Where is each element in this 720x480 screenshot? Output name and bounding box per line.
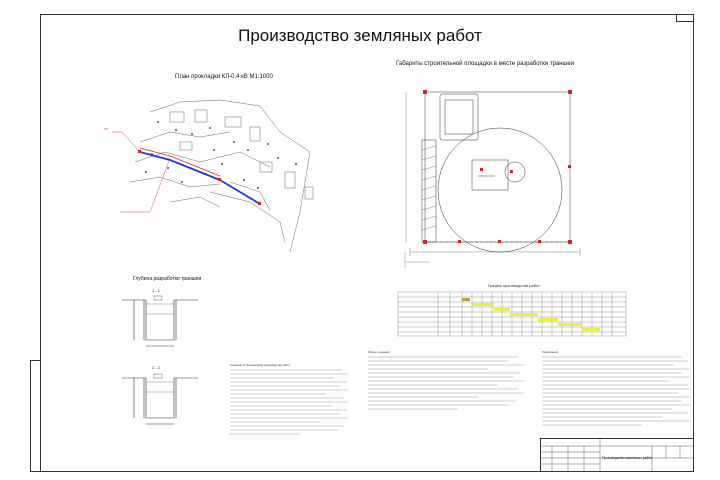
title-block-name: Производство земляных работ [602, 456, 653, 460]
drawing-title: Производство земляных работ [238, 26, 482, 45]
notes-remarks [542, 350, 692, 354]
trench-section-1 [120, 294, 200, 350]
trench-depth-title: Глубина разработки траншеи [133, 276, 202, 282]
site-plan [104, 92, 350, 272]
work-schedule-table [398, 292, 628, 338]
schedule-title: График производства работ [488, 283, 540, 288]
notes-safety-lines [230, 368, 350, 438]
notes-safety-title: Указания по безопасному производству работ [230, 363, 290, 367]
notes-remarks-title: Примечания [542, 350, 559, 354]
section-2-label: 2 - 2 [152, 365, 161, 370]
svg-text:ТП: ТП [104, 127, 108, 131]
notes-safety [230, 363, 350, 367]
plan-title: План прокладки КЛ-0,4 кВ М1:1000 [175, 74, 273, 80]
site-diagram [400, 80, 590, 270]
sheet-stamp-box [676, 14, 694, 22]
site-title: Габариты строительной площадки в месте разработки траншеи [396, 61, 575, 67]
notes-remarks-lines [542, 355, 692, 435]
notes-general-title: Общие указания [368, 350, 390, 354]
trench-section-2 [120, 372, 200, 428]
section-1-label: 1 - 1 [152, 288, 161, 293]
notes-general-lines [368, 355, 528, 415]
notes-general [368, 350, 518, 354]
title-block-grid [540, 438, 694, 472]
side-strip [30, 360, 40, 472]
